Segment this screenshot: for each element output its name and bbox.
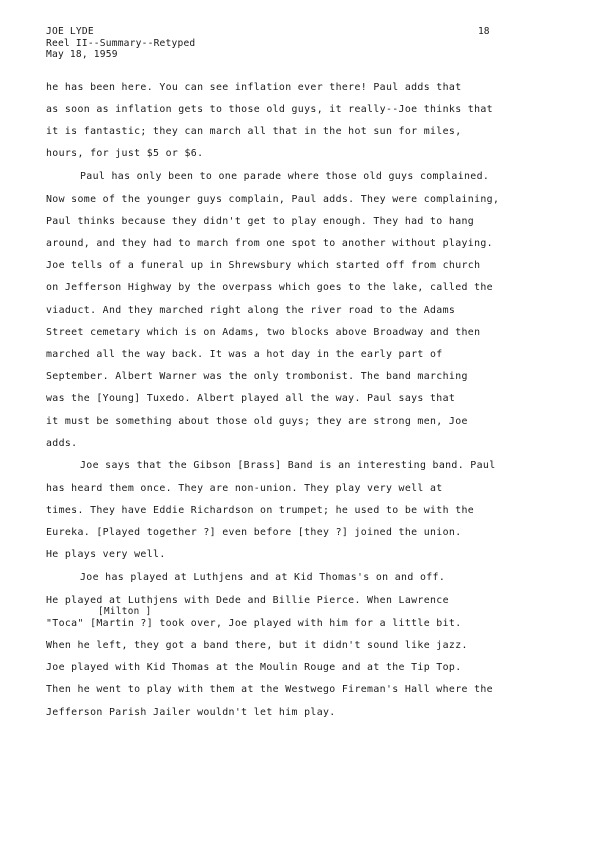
text-line: it is fantastic; they can march all that in the hot sun for miles, <box>46 126 462 137</box>
text-line: Jefferson Parish Jailer wouldn't let him play. <box>46 707 336 718</box>
text-line: Paul has only been to one parade where those old guys complained. <box>80 171 490 182</box>
text-line: When he left, they got a band there, but it didn't sound like jazz. <box>46 640 468 651</box>
text-line: times. They have Eddie Richardson on trumpet; he used to be with the <box>46 505 475 516</box>
text-line: "Toca" [Martin ?] took over, Joe played with him for a little bit. <box>46 618 462 629</box>
text-line: adds. <box>46 438 78 449</box>
text-line: as soon as inflation gets to those old guys, it really--Joe thinks that <box>46 104 493 115</box>
text-line: around, and they had to march from one spot to another without playing. <box>46 238 493 249</box>
interview-date: May 18, 1959 <box>46 49 118 60</box>
text-line: Eureka. [Played together ?] even before [they ?] joined the union. <box>46 527 462 538</box>
text-line: He played at Luthjens with Dede and Billie Pierce. When Lawrence <box>46 595 449 606</box>
text-line: He plays very well. <box>46 549 166 560</box>
text-line: Then he went to play with them at the Westwego Fireman's Hall where the <box>46 684 493 695</box>
handwritten-insert: [Milton ] <box>98 606 152 617</box>
text-line: hours, for just $5 or $6. <box>46 148 204 159</box>
text-line: Joe has played at Luthjens and at Kid Thomas's on and off. <box>80 572 446 583</box>
text-line: he has been here. You can see inflation ever there! Paul adds that <box>46 82 462 93</box>
text-line: Joe tells of a funeral up in Shrewsbury which started off from church <box>46 260 481 271</box>
text-line: Joe played with Kid Thomas at the Moulin Rouge and at the Tip Top. <box>46 662 462 673</box>
text-line: Now some of the younger guys complain, Paul adds. They were complaining, <box>46 194 500 205</box>
text-line: marched all the way back. It was a hot day in the early part of <box>46 349 443 360</box>
text-line: was the [Young] Tuxedo. Albert played all the way. Paul says that <box>46 393 456 404</box>
text-line: September. Albert Warner was the only trombonist. The band marching <box>46 371 468 382</box>
text-line: it must be something about those old guys; they are strong men, Joe <box>46 416 468 427</box>
text-line: Joe says that the Gibson [Brass] Band is an interesting band. Paul <box>80 460 496 471</box>
text-line: Street cemetary which is on Adams, two blocks above Broadway and then <box>46 327 481 338</box>
interviewee-name: JOE LYDE <box>46 26 94 37</box>
text-line: Paul thinks because they didn't get to play enough. They had to hang <box>46 216 475 227</box>
document-header <box>46 26 195 61</box>
reel-label: Reel II--Summary--Retyped <box>46 37 196 49</box>
page-number: 18 <box>478 26 490 37</box>
text-line: viaduct. And they marched right along the river road to the Adams <box>46 305 456 316</box>
text-line: on Jefferson Highway by the overpass which goes to the lake, called the <box>46 282 493 293</box>
text-line: has heard them once. They are non-union. They play very well at <box>46 483 443 494</box>
